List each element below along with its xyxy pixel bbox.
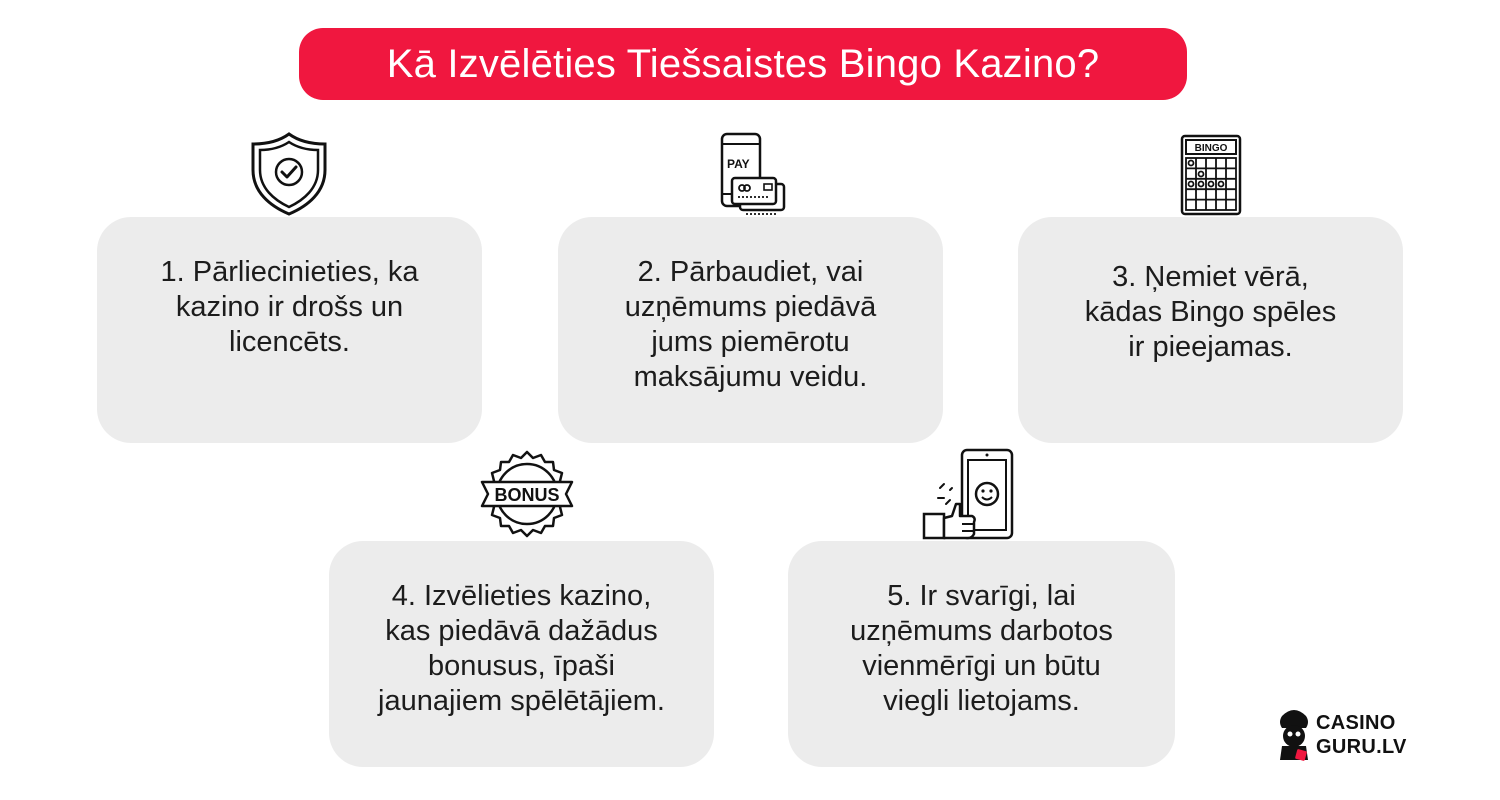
shield-check-icon [250,132,328,216]
phone-pay-card-icon [718,132,790,218]
bonus-icon-label: BONUS [494,485,560,505]
step-text-4: 4. Izvēlieties kazino, kas piedāvā dažādus bonusus, īpaši jaunajiem spēlētājiem. [378,580,665,717]
step-text-1: 1. Pārliecinieties, ka kazino ir drošs un licencēts. [160,256,419,358]
logo-line-1: CASINO [1316,712,1396,734]
step-card-5 [788,541,1175,767]
page-title-text: Kā Izvēlēties Tiešsaistes Bingo Kazino? [386,41,1100,86]
step-text-5: 5. Ir svarīgi, lai uzņēmums darbotos vienmērīgi un būtu viegli lietojams. [850,580,1113,717]
casino-guru-mascot-icon [1276,706,1312,762]
pay-icon-label: PAY [727,157,750,171]
page-title [299,28,1187,100]
step-text-2: 2. Pārbaudiet, vai uzņēmums piedāvā jums piemērotu maksājumu veidu. [624,256,877,393]
casino-guru-logo [1276,706,1406,762]
phone-smile-thumbs-up-icon [922,448,1016,540]
step-card-1 [97,217,482,443]
bingo-card-icon [1180,134,1242,216]
logo-line-2: GURU.LV [1316,736,1407,758]
step-text-3: 3. Ņemiet vērā, kādas Bingo spēles ir pieejamas. [1084,261,1337,363]
bingo-icon-label: BINGO [1194,143,1228,154]
step-card-3 [1018,217,1403,443]
step-card-2 [558,217,943,443]
bonus-badge-icon [478,450,576,540]
step-card-4 [329,541,714,767]
